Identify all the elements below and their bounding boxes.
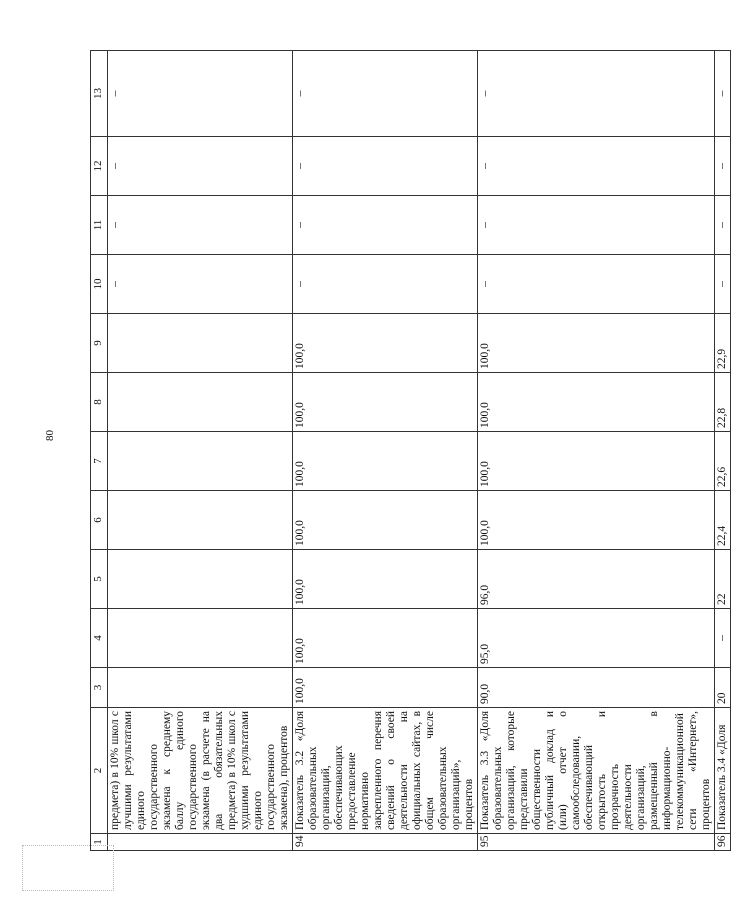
- value-cell: [108, 432, 293, 491]
- value-cell: 100,0: [293, 550, 478, 609]
- value-cell: 22,9: [715, 314, 731, 373]
- value-cell: 22,6: [715, 432, 731, 491]
- table-row: [715, 51, 731, 851]
- value-cell: 100,0: [478, 373, 715, 432]
- value-cell: –: [478, 196, 715, 255]
- column-header: 5: [91, 550, 108, 609]
- indicator-name: Показатель 3.4 «Доля: [715, 708, 731, 834]
- column-header: 7: [91, 432, 108, 491]
- value-cell: [108, 373, 293, 432]
- column-header: 9: [91, 314, 108, 373]
- row-number: 95: [478, 834, 715, 851]
- value-cell: 100,0: [293, 314, 478, 373]
- column-header: 4: [91, 609, 108, 668]
- table-row: [478, 51, 715, 851]
- value-cell: –: [715, 51, 731, 137]
- value-cell: –: [293, 137, 478, 196]
- column-header: 6: [91, 491, 108, 550]
- indicator-name: предмета) в 10% школ с лучшими результатами единого государственного экзамена к среднему баллу единого государственного экзамена (в расчете на два обязательных предмета) в 10% школ с худшими результатами единого государственного экзамена), процентов: [108, 708, 293, 834]
- column-header: 11: [91, 196, 108, 255]
- value-cell: –: [715, 137, 731, 196]
- value-cell: 100,0: [293, 609, 478, 668]
- column-header: 2: [91, 708, 108, 834]
- value-cell: –: [108, 196, 293, 255]
- value-cell: [108, 668, 293, 708]
- value-cell: 100,0: [478, 491, 715, 550]
- value-cell: 100,0: [478, 432, 715, 491]
- value-cell: –: [715, 255, 731, 314]
- value-cell: 22: [715, 550, 731, 609]
- value-cell: –: [478, 51, 715, 137]
- value-cell: –: [293, 255, 478, 314]
- value-cell: 90,0: [478, 668, 715, 708]
- value-cell: 100,0: [293, 491, 478, 550]
- indicators-table: [90, 50, 731, 851]
- value-cell: 22,8: [715, 373, 731, 432]
- value-cell: –: [108, 255, 293, 314]
- value-cell: 100,0: [478, 314, 715, 373]
- value-cell: –: [478, 137, 715, 196]
- value-cell: –: [108, 51, 293, 137]
- page-number: 80: [44, 430, 56, 441]
- table-row: [108, 51, 293, 851]
- value-cell: 95,0: [478, 609, 715, 668]
- value-cell: 100,0: [293, 432, 478, 491]
- scan-stamp: [22, 845, 114, 891]
- row-number: 96: [715, 834, 731, 851]
- value-cell: [108, 314, 293, 373]
- value-cell: 96,0: [478, 550, 715, 609]
- value-cell: –: [293, 196, 478, 255]
- column-header: 12: [91, 137, 108, 196]
- column-header: 1: [91, 834, 108, 851]
- row-number: [108, 834, 293, 851]
- value-cell: 100,0: [293, 373, 478, 432]
- value-cell: –: [478, 255, 715, 314]
- value-cell: –: [715, 609, 731, 668]
- rotated-table-container: [90, 51, 728, 851]
- indicator-name: Показатель 3.3 «Доля образовательных организаций, которые представили общественности публичный доклад и (или) отчет о самообследовании, обеспечивающий открытость и прозрачность деятельности организаций, размещенный в информационно-телекоммуникационной сети «Интернет», процентов: [478, 708, 715, 834]
- row-number: 94: [293, 834, 478, 851]
- column-header: 3: [91, 668, 108, 708]
- value-cell: –: [715, 196, 731, 255]
- value-cell: –: [293, 51, 478, 137]
- value-cell: 22,4: [715, 491, 731, 550]
- value-cell: 20: [715, 668, 731, 708]
- value-cell: –: [108, 137, 293, 196]
- value-cell: 100,0: [293, 668, 478, 708]
- value-cell: [108, 550, 293, 609]
- table-row: [293, 51, 478, 851]
- header-row: [91, 51, 108, 851]
- column-header: 13: [91, 51, 108, 137]
- indicator-name: Показатель 3.2 «Доля образовательных организаций, обеспечивающих предоставление нормативно закрепленного перечня сведений о своей деятельности на официальных сайтах, в общем числе образовательных организаций», процентов: [293, 708, 478, 834]
- value-cell: [108, 491, 293, 550]
- column-header: 8: [91, 373, 108, 432]
- value-cell: [108, 609, 293, 668]
- column-header: 10: [91, 255, 108, 314]
